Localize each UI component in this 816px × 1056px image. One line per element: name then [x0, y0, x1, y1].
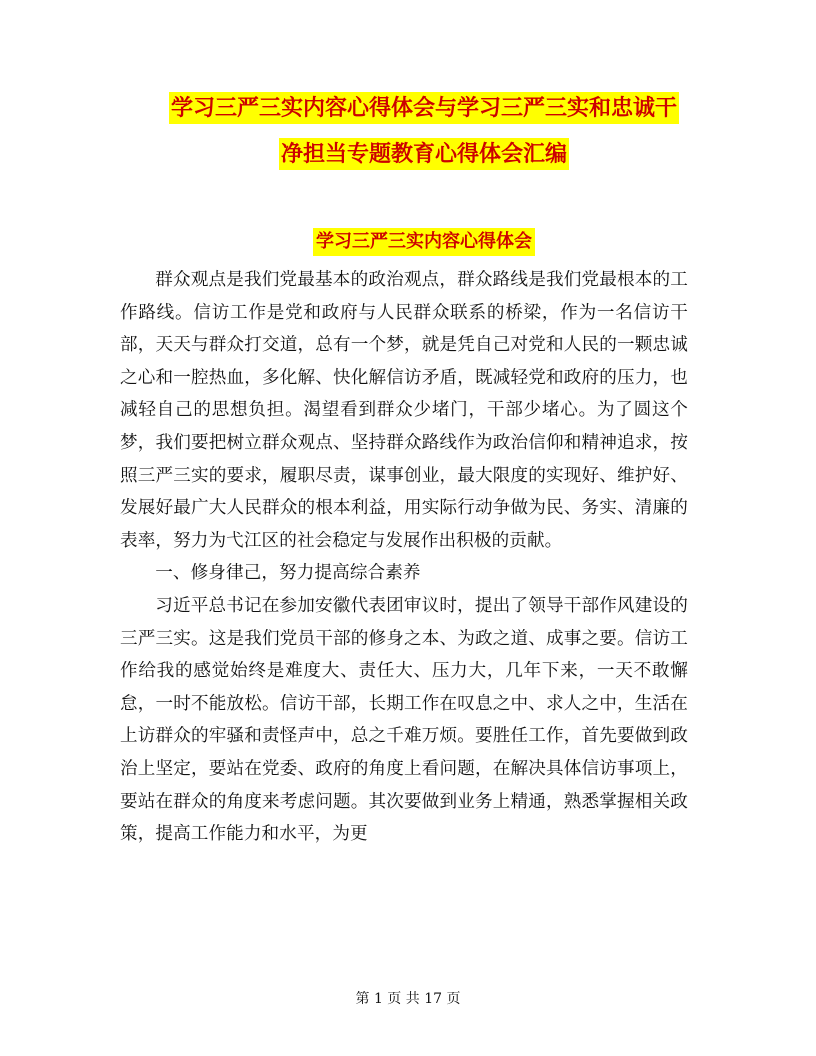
- page-number: 第 1 页 共 17 页: [355, 991, 461, 1007]
- paragraph-intro: 群众观点是我们党最基本的政治观点，群众路线是我们党最根本的工作路线。信访工作是党和政府与人民群众联系的桥梁，作为一名信访干部，天天与群众打交道，总有一个梦，就是凭自己对党和人民的一颗忠诚之心和一腔热血，多化解、快化解信访矛盾，既减轻党和政府的压力，也减轻自己的思想负担。渴望看到群众少堵门，干部少堵心。为了圆这个梦，我们要把树立群众观点、坚持群众路线作为政治信仰和精神追求，按照三严三实的要求，履职尽责，谋事创业，最大限度的实现好、维护好、发展好最广大人民群众的根本利益，用实际行动争做为民、务实、清廉的表率，努力为弋江区的社会稳定与发展作出积极的贡献。: [120, 270, 688, 551]
- section-heading: [100, 228, 748, 256]
- paragraph-subheading: 一、修身律己，努力提高综合素养: [155, 563, 421, 584]
- document-title: [100, 92, 748, 170]
- title-line-2: 净担当专题教育心得体会汇编: [279, 138, 569, 170]
- section-heading-text: 学习三严三实内容心得体会: [313, 228, 535, 256]
- paragraph-body: 习近平总书记在参加安徽代表团审议时，提出了领导干部作风建设的三严三实。这是我们党员干部的修身之本、为政之道、成事之要。信访工作给我的感觉始终是难度大、责任大、压力大，几年下来，一天不敢懈怠，一时不能放松。信访干部，长期工作在叹息之中、求人之中，生活在上访群众的牢骚和责怪声中，总之千难万烦。要胜任工作，首先要做到政治上坚定，要站在党委、政府的角度上看问题，在解决具体信访事项上，要站在群众的角度来考虑问题。其次要做到业务上精通，熟悉掌握相关政策，提高工作能力和水平，为更: [120, 595, 688, 845]
- title-line-1: 学习三严三实内容心得体会与学习三严三实和忠诚干: [169, 92, 679, 124]
- document-body: [120, 264, 688, 851]
- page-footer: [0, 988, 816, 1008]
